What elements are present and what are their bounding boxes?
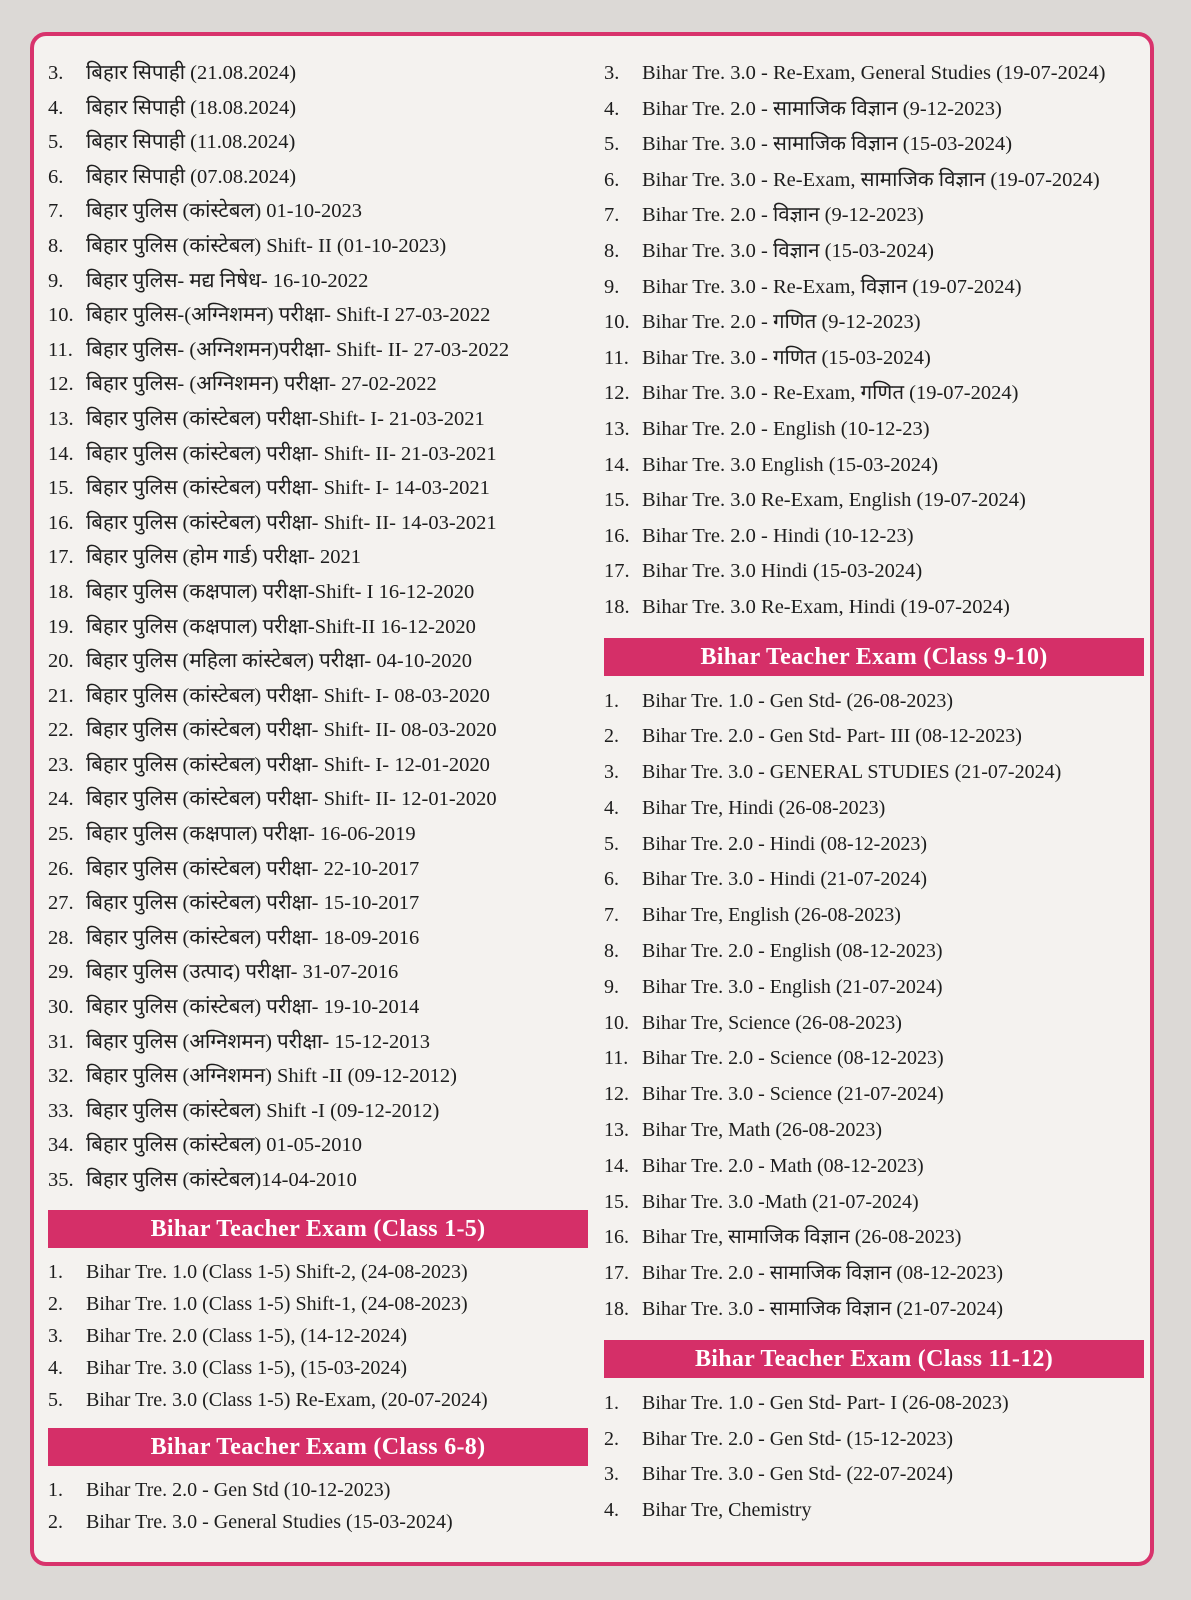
item-text: Bihar Tre. 2.0 - Hindi (10-12-23) [642,524,914,547]
item-number: 17. [604,560,630,583]
list-item [604,719,1144,755]
item-number: 2. [604,725,619,748]
item-text: Bihar Tre. 3.0 - सामाजिक विज्ञान (21-07-2024) [642,1298,1004,1321]
item-number: 17. [48,546,74,569]
exam-list-page [30,32,1154,1566]
list-item [48,921,588,956]
item-text: Bihar Tre. 3.0 English (15-03-2024) [642,453,939,476]
item-number: 8. [48,234,64,257]
list-item [604,163,1144,199]
item-text: Bihar Tre. 2.0 - सामाजिक विज्ञान (9-12-2023) [642,97,1002,120]
item-text: Bihar Tre. 1.0 (Class 1-5) Shift-2, (24-08-2023) [86,1260,468,1283]
item-number: 18. [604,1298,629,1321]
item-text: बिहार पुलिस (कांस्टेबल) परीक्षा- 18-09-2016 [86,926,420,949]
item-text: बिहार पुलिस (कांस्टेबल) परीक्षा- Shift- I- 12-01-2020 [86,753,490,776]
list-item [604,862,1144,898]
item-text: Bihar Tre. 3.0 Re-Exam, Hindi (19-07-2024) [642,595,1010,618]
list-item [604,1077,1144,1113]
item-number: 9. [604,275,620,298]
list-item [48,506,588,541]
list-item [48,1384,588,1416]
item-number: 18. [604,595,630,618]
item-number: 23. [48,753,74,776]
list-item [48,91,588,126]
item-text: Bihar Tre, Chemistry [642,1499,812,1522]
item-number: 10. [48,304,74,327]
list-item [604,1292,1144,1328]
list-item [48,782,588,817]
list-item [48,402,588,437]
item-number: 3. [604,761,619,784]
item-text: बिहार सिपाही (18.08.2024) [86,96,297,119]
item-text: Bihar Tre. 3.0 (Class 1-5) Re-Exam, (20-07-2024) [86,1388,488,1411]
item-text: बिहार पुलिस (उत्पाद) परीक्षा- 31-07-2016 [86,961,399,984]
item-number: 10. [604,311,630,334]
list-item [48,852,588,887]
list-item [604,1185,1144,1221]
item-text: Bihar Tre. 3.0 - Gen Std- (22-07-2024) [642,1463,954,1486]
item-number: 32. [48,1065,74,1088]
item-number: 16. [48,511,74,534]
list-item [604,1422,1144,1458]
list-item [48,1094,588,1129]
item-text: बिहार पुलिस (कांस्टेबल)14-04-2010 [86,1169,357,1191]
item-number: 14. [48,442,74,465]
list-item [604,1457,1144,1493]
item-number: 10. [604,1011,629,1034]
list-item [48,437,588,472]
item-text: बिहार सिपाही (21.08.2024) [86,62,297,84]
section-heading-class-6-8: Bihar Teacher Exam (Class 6-8) [48,1428,588,1466]
item-text: Bihar Tre. 3.0 - General Studies (15-03-2024) [86,1510,453,1533]
item-text: Bihar Tre. 3.0 - सामाजिक विज्ञान (15-03-2024) [642,133,1013,156]
list-item [48,817,588,852]
list-item [604,554,1144,590]
item-text: Bihar Tre. 3.0 (Class 1-5), (15-03-2024) [86,1356,408,1379]
item-number: 9. [604,975,619,998]
list-item [604,1149,1144,1185]
item-text: बिहार पुलिस (कांस्टेबल) Shift- II (01-10-2023) [86,234,447,257]
list-item [604,827,1144,863]
list-item [48,644,588,679]
item-text: Bihar Tre. 2.0 - Gen Std- (15-12-2023) [642,1427,954,1450]
item-number: 22. [48,719,74,742]
item-number: 31. [48,1030,74,1053]
item-text: बिहार पुलिस (कांस्टेबल) 01-05-2010 [86,1134,362,1157]
item-number: 1. [48,1260,63,1283]
list-item [604,590,1144,626]
item-text: बिहार पुलिस- (अग्निशमन)परीक्षा- Shift- II- 27-03-2022 [86,338,510,361]
item-text: Bihar Tre, Math (26-08-2023) [642,1119,882,1142]
item-text: Bihar Tre. 1.0 - Gen Std- (26-08-2023) [642,689,954,712]
item-text: Bihar Tre. 3.0 - English (21-07-2024) [642,975,943,998]
class-6-8-continued-list [604,56,1144,626]
item-number: 2. [48,1510,63,1533]
item-number: 7. [48,200,64,223]
item-number: 35. [48,1169,74,1191]
item-text: बिहार पुलिस (कांस्टेबल) परीक्षा- Shift- II- 12-01-2020 [86,788,497,811]
item-number: 2. [604,1427,619,1450]
list-item [604,970,1144,1006]
list-item [48,1506,588,1538]
item-text: Bihar Tre. 3.0 - GENERAL STUDIES (21-07-2024) [642,761,1062,784]
item-text: Bihar Tre. 2.0 - Gen Std (10-12-2023) [86,1478,391,1501]
item-number: 4. [604,796,619,819]
item-text: बिहार पुलिस (कांस्टेबल) परीक्षा- Shift- I- 08-03-2020 [86,684,490,707]
item-number: 14. [604,1154,629,1177]
item-number: 4. [48,1356,63,1379]
item-text: Bihar Tre. 3.0 - विज्ञान (15-03-2024) [642,239,934,262]
list-item [48,160,588,195]
item-text: Bihar Tre. 2.0 (Class 1-5), (14-12-2024) [86,1324,408,1347]
item-number: 15. [604,489,630,512]
item-text: बिहार पुलिस (कांस्टेबल) परीक्षा- Shift- I- 14-03-2021 [86,477,490,500]
item-number: 13. [604,417,630,440]
item-text: Bihar Tre. 2.0 - सामाजिक विज्ञान (08-12-2023) [642,1262,1004,1285]
list-item [48,575,588,610]
list-item [604,1041,1144,1077]
item-number: 13. [48,407,74,430]
list-item [48,1256,588,1288]
item-number: 24. [48,788,74,811]
item-number: 1. [48,1478,63,1501]
list-item [604,1386,1144,1422]
list-item [604,1113,1144,1149]
list-item [48,229,588,264]
list-item [48,1025,588,1060]
item-number: 3. [604,62,620,84]
list-item [48,1163,588,1198]
item-number: 4. [48,96,64,119]
item-number: 3. [48,1324,63,1347]
item-text: Bihar Tre. 2.0 - English (10-12-23) [642,417,930,440]
item-text: बिहार पुलिस (अग्निशमन) Shift -II (09-12-2012) [86,1065,457,1088]
item-text: Bihar Tre. 3.0 - Hindi (21-07-2024) [642,868,927,891]
item-text: Bihar Tre. 2.0 - Gen Std- Part- III (08-12-2023) [642,725,1022,748]
list-item [604,341,1144,377]
list-item [604,305,1144,341]
item-text: बिहार पुलिस (कांस्टेबल) 01-10-2023 [86,200,362,223]
item-number: 20. [48,650,74,673]
item-number: 5. [604,832,619,855]
list-item [48,1128,588,1163]
list-item [604,198,1144,234]
item-text: बिहार पुलिस (कांस्टेबल) परीक्षा- Shift- II- 14-03-2021 [86,511,497,534]
item-text: Bihar Tre. 2.0 - विज्ञान (9-12-2023) [642,204,924,227]
item-text: बिहार पुलिस- मद्य निषेध- 16-10-2022 [86,269,369,292]
left-column [48,56,588,1538]
item-text: बिहार पुलिस (कक्षपाल) परीक्षा-Shift-II 16-12-2020 [86,615,476,638]
class-1-5-exam-list [48,1256,588,1416]
item-number: 26. [48,857,74,880]
item-number: 25. [48,823,74,846]
item-number: 6. [48,165,64,188]
list-item [604,483,1144,519]
item-text: Bihar Tre. 2.0 - Math (08-12-2023) [642,1154,924,1177]
list-item [604,92,1144,128]
list-item [604,755,1144,791]
list-item [604,412,1144,448]
list-item [48,1352,588,1384]
list-item [48,713,588,748]
item-text: Bihar Tre, सामाजिक विज्ञान (26-08-2023) [642,1226,962,1249]
item-number: 5. [48,131,64,154]
class-6-8-exam-list [48,1474,588,1538]
list-item [604,1493,1144,1529]
item-text: बिहार पुलिस- (अग्निशमन) परीक्षा- 27-02-2022 [86,373,437,396]
item-number: 11. [48,338,73,361]
item-text: Bihar Tre, Science (26-08-2023) [642,1011,902,1034]
item-number: 7. [604,904,619,927]
item-text: बिहार पुलिस (कांस्टेबल) परीक्षा- Shift- II- 21-03-2021 [86,442,497,465]
list-item [48,540,588,575]
item-text: Bihar Tre. 1.0 (Class 1-5) Shift-1, (24-08-2023) [86,1292,468,1315]
item-number: 13. [604,1119,629,1142]
list-item [48,333,588,368]
class-11-12-exam-list [604,1386,1144,1529]
item-text: Bihar Tre. 3.0 - गणित (15-03-2024) [642,346,931,369]
item-number: 1. [604,1391,619,1414]
item-text: बिहार पुलिस (कांस्टेबल) परीक्षा- 15-10-2017 [86,892,420,915]
right-column [604,56,1144,1529]
list-item [48,748,588,783]
item-text: Bihar Tre. 2.0 - गणित (9-12-2023) [642,311,921,334]
list-item [48,610,588,645]
list-item [48,264,588,299]
list-item [48,194,588,229]
item-text: Bihar Tre. 2.0 - Hindi (08-12-2023) [642,832,927,855]
list-item [48,367,588,402]
item-text: बिहार पुलिस (कांस्टेबल) परीक्षा- 22-10-2017 [86,857,420,880]
list-item [48,1474,588,1506]
item-number: 16. [604,524,630,547]
item-number: 12. [604,1083,629,1106]
item-number: 2. [48,1292,63,1315]
list-item [604,898,1144,934]
item-number: 1. [604,689,619,712]
item-number: 4. [604,97,620,120]
item-number: 8. [604,239,620,262]
item-number: 3. [48,62,64,84]
list-item [48,990,588,1025]
item-text: बिहार पुलिस (कक्षपाल) परीक्षा-Shift- I 16-12-2020 [86,580,475,603]
item-number: 11. [604,346,629,369]
item-text: Bihar Tre. 3.0 -Math (21-07-2024) [642,1190,919,1213]
list-item [604,127,1144,163]
item-number: 5. [48,1388,63,1411]
list-item [48,1059,588,1094]
item-number: 18. [48,580,74,603]
item-text: Bihar Tre, English (26-08-2023) [642,904,901,927]
item-number: 5. [604,133,620,156]
section-heading-class-11-12: Bihar Teacher Exam (Class 11-12) [604,1340,1144,1378]
list-item [48,1320,588,1352]
item-text: Bihar Tre. 3.0 - Re-Exam, गणित (19-07-2024) [642,382,1019,405]
item-text: Bihar Tre. 3.0 - Re-Exam, General Studies (19-07-2024) [642,62,1106,84]
item-number: 9. [48,269,64,292]
list-item [48,1288,588,1320]
list-item [604,791,1144,827]
item-number: 4. [604,1499,619,1522]
item-number: 27. [48,892,74,915]
item-text: Bihar Tre. 2.0 - English (08-12-2023) [642,940,943,963]
item-number: 11. [604,1047,629,1070]
list-item [48,886,588,921]
list-item [604,448,1144,484]
item-number: 15. [604,1190,629,1213]
item-text: Bihar Tre. 3.0 - Science (21-07-2024) [642,1083,944,1106]
item-text: Bihar Tre, Hindi (26-08-2023) [642,796,886,819]
item-text: बिहार पुलिस-(अग्निशमन) परीक्षा- Shift-I 27-03-2022 [86,304,491,327]
section-heading-class-9-10: Bihar Teacher Exam (Class 9-10) [604,638,1144,676]
list-item [604,270,1144,306]
item-text: बिहार पुलिस (महिला कांस्टेबल) परीक्षा- 04-10-2020 [86,650,473,673]
item-number: 21. [48,684,74,707]
item-text: बिहार पुलिस (कांस्टेबल) परीक्षा- Shift- II- 08-03-2020 [86,719,497,742]
list-item [48,298,588,333]
item-number: 7. [604,204,620,227]
list-item [48,955,588,990]
item-number: 29. [48,961,74,984]
list-item [604,234,1144,270]
item-text: Bihar Tre. 1.0 - Gen Std- Part- I (26-08-2023) [642,1391,1009,1414]
item-text: बिहार पुलिस (कांस्टेबल) Shift -I (09-12-2012) [86,1099,440,1122]
list-item [604,519,1144,555]
list-item [604,1256,1144,1292]
list-item [604,1006,1144,1042]
item-text: Bihar Tre. 3.0 - Re-Exam, विज्ञान (19-07-2024) [642,275,1022,298]
item-text: बिहार पुलिस (अग्निशमन) परीक्षा- 15-12-2013 [86,1030,430,1053]
list-item [48,56,588,91]
list-item [604,934,1144,970]
list-item [48,471,588,506]
police-exam-list [48,56,588,1198]
item-text: Bihar Tre. 3.0 Hindi (15-03-2024) [642,560,923,583]
item-number: 15. [48,477,74,500]
section-heading-class-1-5: Bihar Teacher Exam (Class 1-5) [48,1210,588,1248]
item-text: Bihar Tre. 3.0 Re-Exam, English (19-07-2024) [642,489,1026,512]
item-text: बिहार पुलिस (कांस्टेबल) परीक्षा- 19-10-2014 [86,996,420,1019]
list-item [48,679,588,714]
item-number: 12. [604,382,630,405]
item-number: 3. [604,1463,619,1486]
item-number: 12. [48,373,74,396]
item-text: बिहार सिपाही (11.08.2024) [86,131,296,154]
item-number: 6. [604,868,619,891]
list-item [604,56,1144,92]
list-item [604,684,1144,720]
item-number: 34. [48,1134,74,1157]
item-number: 33. [48,1099,74,1122]
item-text: बिहार पुलिस (कक्षपाल) परीक्षा- 16-06-2019 [86,823,416,846]
item-number: 6. [604,168,620,191]
item-number: 19. [48,615,74,638]
item-text: बिहार सिपाही (07.08.2024) [86,165,297,188]
item-number: 30. [48,996,74,1019]
list-item [604,376,1144,412]
item-text: Bihar Tre. 2.0 - Science (08-12-2023) [642,1047,944,1070]
list-item [48,125,588,160]
item-number: 16. [604,1226,629,1249]
item-number: 28. [48,926,74,949]
item-number: 14. [604,453,630,476]
class-9-10-exam-list [604,684,1144,1328]
item-number: 8. [604,940,619,963]
item-text: बिहार पुलिस (कांस्टेबल) परीक्षा-Shift- I- 21-03-2021 [86,407,485,430]
list-item [604,1220,1144,1256]
item-text: Bihar Tre. 3.0 - Re-Exam, सामाजिक विज्ञान (19-07-2024) [642,168,1100,191]
item-number: 17. [604,1262,629,1285]
item-text: बिहार पुलिस (होम गार्ड) परीक्षा- 2021 [86,546,362,569]
